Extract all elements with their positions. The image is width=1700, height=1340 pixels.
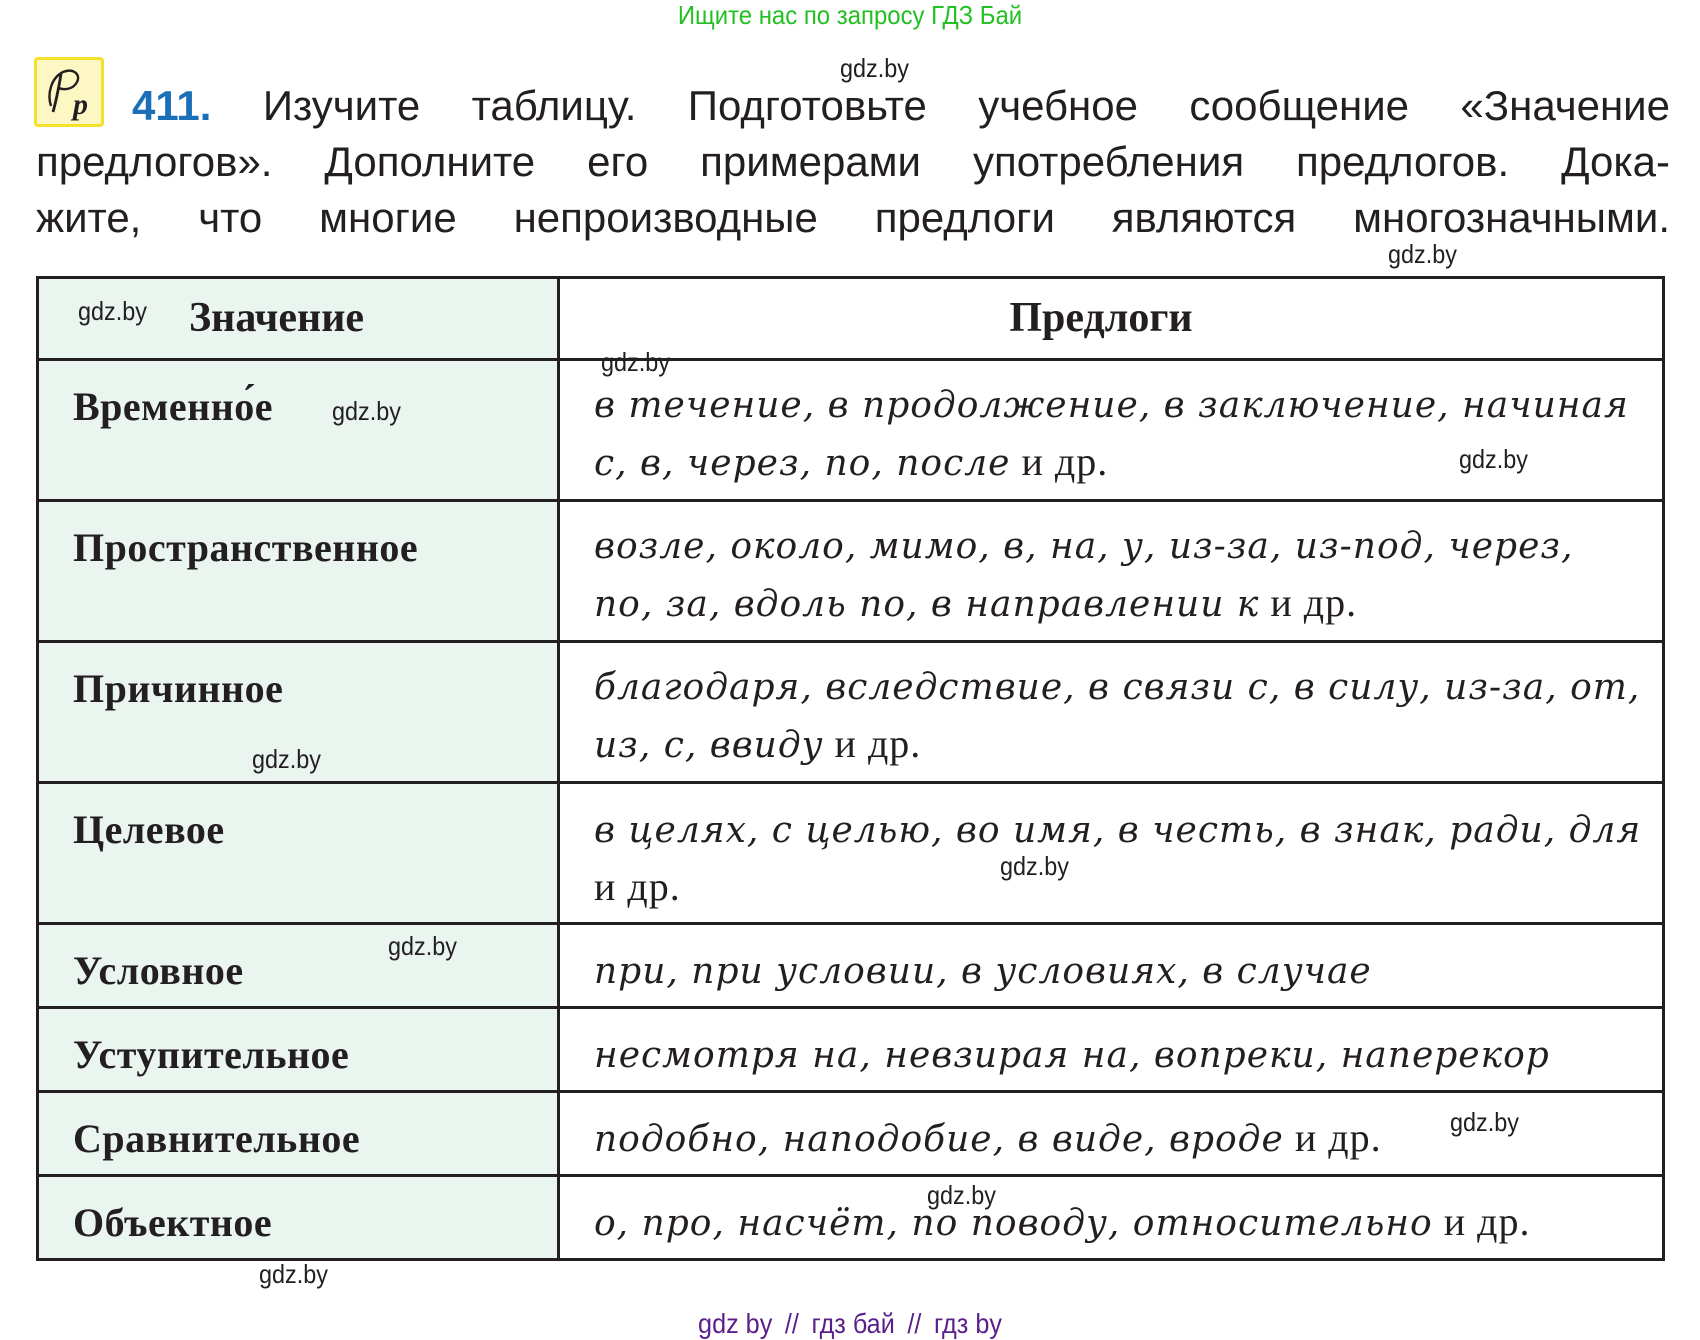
prepositions-temporal: в течение, в продолжение, в заключение, начиная с, в, через, по, после и др.	[594, 385, 1629, 484]
watermark: gdz.by	[259, 1259, 328, 1289]
watermark: gdz.by	[1450, 1107, 1519, 1137]
meaning-object: Объектное	[73, 1200, 273, 1245]
meaning-comparative: Сравнительное	[73, 1116, 361, 1161]
prepositions-comparative: подобно, наподобие, в виде, вроде и др.	[594, 1115, 1382, 1160]
watermark: gdz.by	[1388, 239, 1457, 269]
meaning-causal: Причинное	[73, 666, 284, 711]
meaning-spatial: Пространственное	[73, 525, 419, 570]
meaning-purpose: Целевое	[73, 807, 225, 852]
exercise-number: 411.	[132, 82, 212, 129]
table-row	[38, 1092, 1664, 1176]
meaning-conditional: Условное	[73, 948, 244, 993]
watermark: gdz.by	[927, 1180, 996, 1210]
table-row	[38, 783, 1664, 924]
table-row	[38, 1008, 1664, 1092]
table-row	[38, 360, 1664, 501]
header-meaning: Значение	[38, 278, 559, 360]
exercise-line-2: предлогов». Дополните его примерами употребления предлогов. Дока-	[36, 138, 1670, 185]
prepositions-purpose: в целях, с целью, во имя, в честь, в знак, ради, для и др.	[594, 810, 1642, 909]
footer-links	[85, 1308, 1615, 1340]
watermark: gdz.by	[840, 53, 909, 83]
watermark: gdz.by	[601, 347, 670, 377]
table-row	[38, 924, 1664, 1008]
prepositions-conditional: при, при условии, в условиях, в случае	[594, 951, 1372, 992]
watermark: gdz.by	[1459, 444, 1528, 474]
footer-separator: //	[784, 1308, 799, 1339]
table-row	[38, 501, 1664, 642]
watermark: gdz.by	[388, 931, 457, 961]
prepositions-causal: благодаря, вследствие, в связи с, в силу, из-за, от, из, с, ввиду и др.	[594, 667, 1641, 766]
watermark: gdz.by	[1000, 851, 1069, 881]
footer-link-gdz-by[interactable]: gdz by	[698, 1308, 773, 1339]
watermark: gdz.by	[252, 744, 321, 774]
exercise-line-3: жите, что многие непроизводные предлоги являются многозначными.	[36, 194, 1670, 241]
search-banner: Ищите нас по запросу ГДЗ Бай	[677, 0, 1023, 30]
exercise-line-1: 411. Изучите таблицу. Подготовьте учебное сообщение «Значение	[132, 82, 1671, 129]
svg-text:p: p	[73, 88, 88, 121]
watermark: gdz.by	[78, 296, 147, 326]
meaning-concessive: Уступительное	[73, 1032, 350, 1077]
prepositions-spatial: возле, около, мимо, в, на, у, из-за, из-под, через, по, за, вдоль по, в направлении к и др.	[594, 526, 1574, 625]
meaning-temporal: Временно́е	[73, 384, 274, 429]
header-prepositions: Предлоги	[559, 278, 1664, 360]
footer-link-gdz-bai[interactable]: гдз бай	[811, 1308, 895, 1339]
prepositions-concessive: несмотря на, невзирая на, вопреки, наперекор	[594, 1035, 1550, 1076]
prepositions-object: о, про, насчёт, по поводу, относительно и др.	[594, 1199, 1531, 1244]
footer-link-gdz-by-cyr[interactable]: гдз by	[933, 1308, 1002, 1339]
table-header-row	[38, 278, 1664, 360]
footer-separator: //	[907, 1308, 922, 1339]
watermark: gdz.by	[332, 396, 401, 426]
table-row	[38, 1176, 1664, 1260]
exercise-text	[36, 78, 1670, 246]
